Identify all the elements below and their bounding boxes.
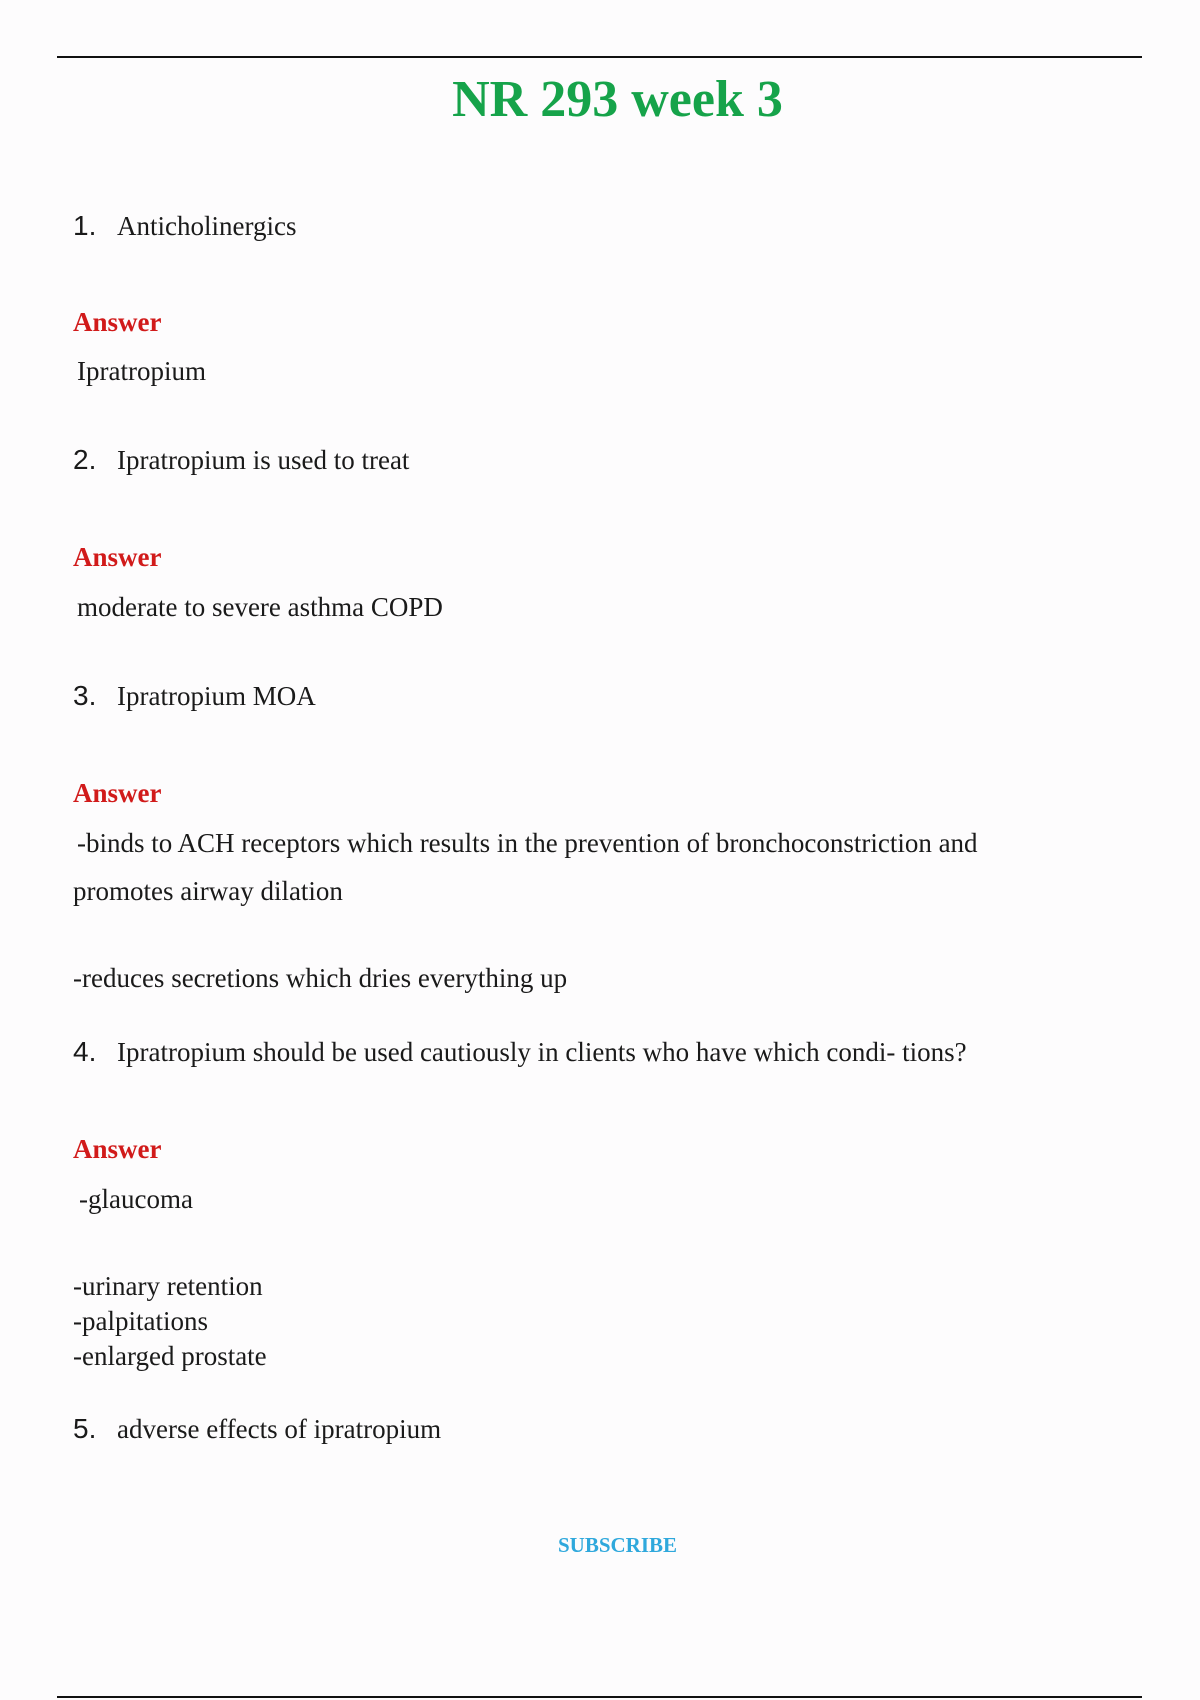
bottom-divider — [57, 1696, 1142, 1698]
question-text: Anticholinergics — [117, 211, 297, 241]
question-2 — [73, 444, 409, 476]
answer-line: -enlarged prostate — [73, 1341, 267, 1371]
question-1 — [73, 210, 296, 242]
answer-line: Ipratropium — [77, 356, 206, 386]
answer-line: -urinary retention — [73, 1271, 263, 1301]
question-number: 2. — [73, 444, 97, 475]
question-number: 4. — [73, 1036, 97, 1067]
question-number: 3. — [73, 680, 97, 711]
question-4 — [73, 1036, 967, 1068]
answer-line: promotes airway dilation — [73, 876, 343, 906]
answer-line: -palpitations — [73, 1306, 208, 1336]
answer-line: moderate to severe asthma COPD — [77, 592, 443, 622]
question-text: Ipratropium MOA — [117, 681, 316, 711]
answer-label: Answer — [73, 778, 162, 808]
question-3 — [73, 680, 316, 712]
question-text: adverse effects of ipratropium — [117, 1414, 442, 1444]
subscribe-link[interactable]: SUBSCRIBE — [557, 1533, 678, 1557]
answer-label: Answer — [73, 1134, 162, 1164]
answer-line: -glaucoma — [79, 1184, 193, 1214]
answer-label: Answer — [73, 542, 162, 572]
question-number: 5. — [73, 1413, 97, 1444]
answer-line: -reduces secretions which dries everything up — [73, 963, 568, 993]
answer-line: -binds to ACH receptors which results in the prevention of bronchoconstriction and — [77, 828, 978, 858]
answer-label: Answer — [73, 307, 162, 337]
question-text: Ipratropium is used to treat — [117, 445, 410, 475]
question-number: 1. — [73, 210, 97, 241]
question-5 — [73, 1413, 441, 1445]
question-text: Ipratropium should be used cautiously in clients who have which condi- tions? — [117, 1037, 967, 1067]
page-title: NR 293 week 3 — [452, 71, 783, 128]
top-divider — [57, 56, 1142, 58]
